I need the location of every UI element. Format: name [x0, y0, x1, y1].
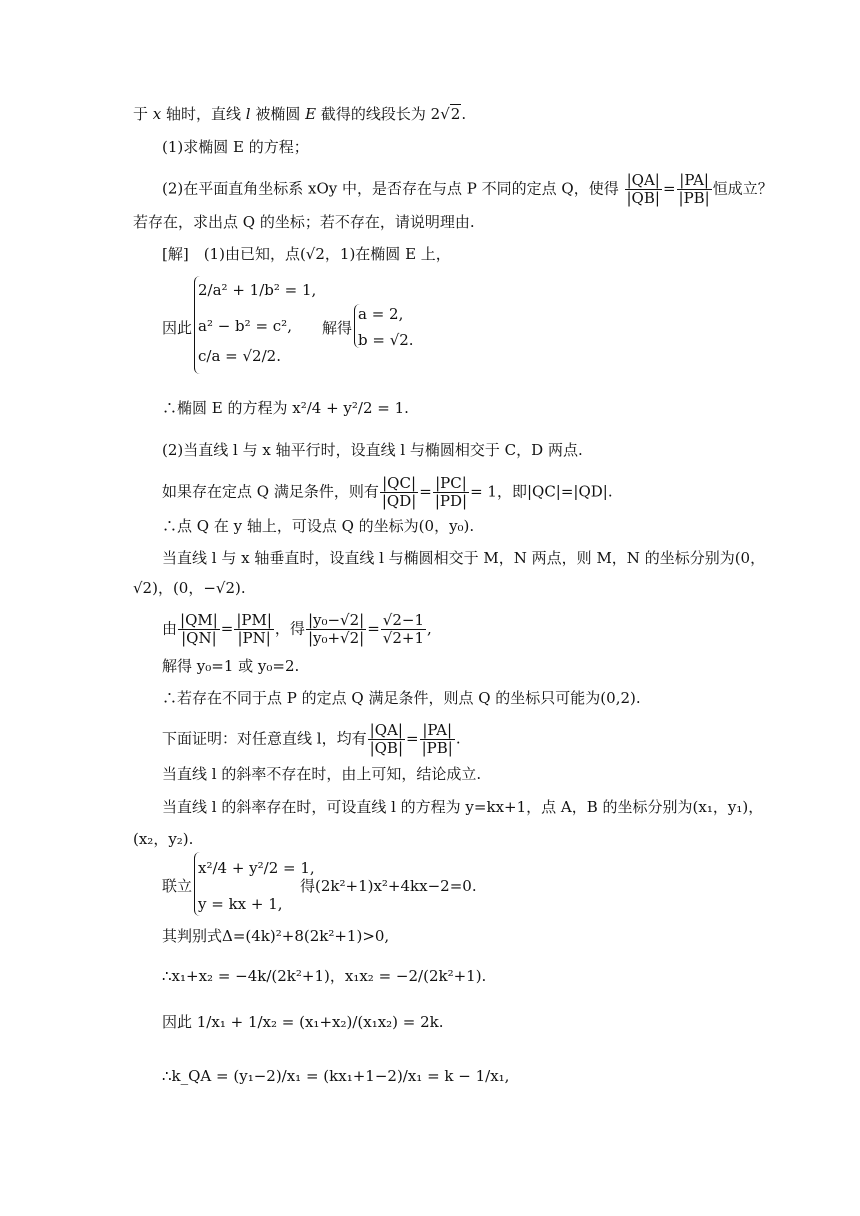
- fraction-root2: $\frac{√2-1}{√2+1}$: [382, 611, 424, 647]
- text-line: ∴x₁+x₂ = −4k/(2k²+1)，x₁x₂ = −2/(2k²+1).: [162, 967, 487, 985]
- fraction-qa-qb: $\frac{|QA|}{|QB|}$: [626, 171, 660, 207]
- fraction-pa-pb: $\frac{|PA|}{|PB|}$: [678, 171, 710, 207]
- label-solve: 解得: [322, 319, 353, 337]
- text-line: (2)当直线 l 与 x 轴平行时，设直线 l 与椭圆相交于 C，D 两点.: [162, 441, 583, 459]
- label-therefore: 因此: [162, 319, 193, 337]
- fraction-pm-pn: $\frac{|PM|}{|PN|}$: [236, 611, 272, 647]
- fraction-qc-qd: $\frac{|QC|}{|QD|}$: [381, 474, 417, 510]
- equation: c/a = √2/2.: [198, 347, 281, 365]
- fraction-pc-pd: $\frac{|PC|}{|PD|}$: [434, 474, 468, 510]
- text-line: √2)，(0，−√2).: [133, 579, 246, 597]
- equation: 2/a² + 1/b² = 1,: [198, 281, 317, 299]
- solution-start: [解] (1)由已知，点(√2，1)在椭圆 E 上，: [162, 245, 451, 263]
- text-line: 解得 y₀=1 或 y₀=2.: [162, 657, 300, 675]
- fraction-y0: $\frac{\text{|y₀−√2|}}{\text{|y₀+√2|}}$: [307, 611, 365, 647]
- text-line: ∴k_QA = (y₁−2)/x₁ = (kx₁+1−2)/x₁ = k − 1/x₁,: [162, 1067, 510, 1085]
- text-line: 当直线 l 与 x 轴垂直时，设直线 l 与椭圆相交于 M，N 两点，则 M，N 的坐标分别为(0，: [162, 549, 766, 567]
- label-combine: 联立: [162, 877, 193, 895]
- equation: a = 2,: [358, 305, 404, 323]
- text-line: 于 x 轴时，直线 l 被椭圆 E 截得的线段长为 2√2.: [133, 105, 467, 123]
- text-line: ∴若存在不同于点 P 的定点 Q 满足条件，则点 Q 的坐标只可能为(0,2).: [162, 689, 641, 707]
- equation: x²/4 + y²/2 = 1,: [198, 859, 315, 877]
- text-line: ∴点 Q 在 y 轴上，可设点 Q 的坐标为(0，y₀).: [162, 517, 475, 535]
- fraction-qm-qn: $\frac{|QM|}{|QN|}$: [180, 611, 218, 647]
- text-line: 如果存在定点 Q 满足条件，则有 $\frac{|QC|}{|QD|}$ = $\frac{|PC|}{|PD|}$ = 1，即|QC|=|QD|.: [162, 474, 613, 510]
- fraction-qa-qb: $\frac{|QA|}{|QB|}$: [369, 721, 404, 757]
- text-line: 当直线 l 的斜率存在时，可设直线 l 的方程为 y=kx+1，点 A，B 的坐标分别为(x₁，y₁)，: [162, 798, 764, 816]
- text-line: 因此 1/x₁ + 1/x₂ = (x₁+x₂)/(x₁x₂) = 2k.: [162, 1013, 444, 1031]
- text-line: 当直线 l 的斜率不存在时，由上可知，结论成立.: [162, 765, 482, 783]
- question-1: (1)求椭圆 E 的方程；: [162, 138, 309, 156]
- text-line: (x₂，y₂).: [133, 830, 194, 848]
- text-line: 由 $\frac{|QM|}{|QN|}$ = $\frac{|PM|}{|PN|}$ ，得 $\frac{\text{|y₀−√2|}}{\text{|y₀+√2|}}$ = $\frac{√2-1}{√2+1}$ ,: [162, 611, 432, 647]
- text-line: 其判别式Δ=(4k)²+8(2k²+1)>0,: [162, 927, 390, 945]
- question-2-cont: 若存在，求出点 Q 的坐标；若不存在，请说明理由.: [133, 213, 475, 231]
- question-2: (2)在平面直角坐标系 xOy 中，是否存在与点 P 不同的定点 Q，使得 $\frac{|QA|}{|QB|}$ = $\frac{|PA|}{|PB|}$ 恒成立？: [162, 171, 773, 207]
- text-line: ∴椭圆 E 的方程为 x²/4 + y²/2 = 1.: [162, 399, 409, 417]
- text-line: 下面证明：对任意直线 l，均有 $\frac{|QA|}{|QB|}$ = $\frac{|PA|}{|PB|}$ .: [162, 721, 461, 757]
- equation: a² − b² = c²,: [198, 317, 292, 335]
- equation: 得(2k²+1)x²+4kx−2=0.: [300, 877, 477, 895]
- equation: b = √2.: [358, 331, 414, 349]
- equation: y = kx + 1,: [198, 895, 283, 913]
- fraction-pa-pb: $\frac{|PA|}{|PB|}$: [421, 721, 453, 757]
